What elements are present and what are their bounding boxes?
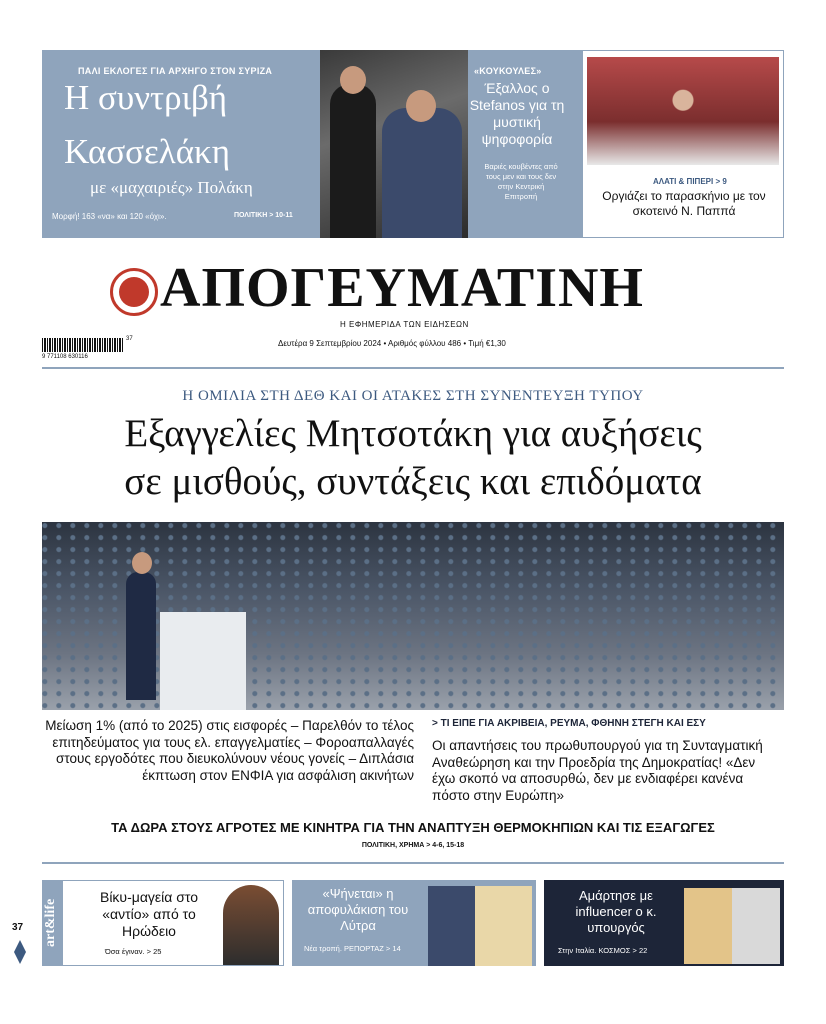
divider-2 — [42, 862, 784, 864]
side-text: Βαριές κουβέντες από τους μεν και τους δεν στην Κεντρική Επιτροπή — [484, 162, 558, 201]
side-headline: Έξαλλος ο Stefanos για τη μυστική ψηφοφορία — [469, 80, 565, 147]
lead-bottom-ref: ΠΟΛΙΤΙΚΗ, ΧΡΗΜΑ > 4-6, 15-18 — [361, 842, 465, 849]
banner-footnote: Μορφή! 163 «να» και 120 «όχι». — [52, 212, 167, 221]
side-kicker: «ΚΟΥΚΟΥΛΕΣ» — [474, 66, 542, 76]
banner-headline-2: Κασσελάκη — [64, 132, 230, 171]
box3-ref: Στην Ιταλία. ΚΟΣΜΟΣ > 22 — [558, 946, 648, 955]
banner-photo — [320, 50, 468, 238]
banner-subhead: με «μαχαιριές» Πολάκη — [90, 178, 253, 197]
top-right-kicker: ΑΛΑΤΙ & ΠΙΠΕΡΙ > 9 — [653, 177, 727, 186]
footer-box-1 — [42, 880, 284, 966]
masthead-dateline: Δευτέρα 9 Σεπτεμβρίου 2024 • Αριθμός φύλλου 486 • Τιμή €1,30 — [278, 339, 506, 348]
lead-photo — [42, 522, 784, 710]
barcode-number: 9 771108 630116 — [42, 354, 88, 360]
barcode — [42, 338, 138, 352]
masthead-tagline: Η ΕΦΗΜΕΡΙΔΑ ΤΩΝ ΕΙΔΗΣΕΩΝ — [340, 320, 469, 329]
diamond-icon — [14, 940, 26, 964]
top-banner — [42, 50, 582, 238]
box1-text: Βίκυ-μαγεία στο «αντίο» από το Ηρώδειο — [99, 889, 199, 939]
art-label: art&life — [43, 881, 63, 965]
masthead-logo — [110, 268, 158, 316]
box2-photo — [428, 886, 532, 966]
banner-kicker: ΠΑΛΙ ΕΚΛΟΓΕΣ ΓΙΑ ΑΡΧΗΓΟ ΣΤΟΝ ΣΥΡΙΖΑ — [78, 66, 273, 76]
box1-ref: Όσα έγιναν. > 25 — [105, 947, 162, 956]
masthead-title: ΑΠΟΓΕΥΜΑΤΙΝΗ — [160, 257, 644, 319]
box2-text: «Ψήνεται» η αποφυλάκιση του Λύτρα — [307, 886, 409, 933]
lead-kicker: Η ΟΜΙΛΙΑ ΣΤΗ ΔΕΘ ΚΑΙ ΟΙ ΑΤΑΚΕΣ ΣΤΗ ΣΥΝΕΝΤΕΥΞΗ ΤΥΠΟΥ — [182, 388, 644, 404]
lead-left-text: Μείωση 1% (από το 2025) στις εισφορές – Παρελθόν το τέλος επιτηδεύματος για τους ελ. επαγγελματίες – Φοροαπαλλαγές στους εργοδότες που διευκολύνουν νέους γονείς – Διπλάσια έκπτωση στον ΕΝΦΙΑ για ασφάλιση ακινήτων — [45, 718, 414, 783]
box1-photo — [223, 885, 279, 965]
lead-headline-1: Εξαγγελίες Μητσοτάκη για αυξήσεις — [124, 412, 702, 455]
lead-right-kicker: > ΤΙ ΕΙΠΕ ΓΙΑ ΑΚΡΙΒΕΙΑ, ΡΕΥΜΑ, ΦΘΗΝΗ ΣΤΕΓΗ ΚΑΙ ΕΣΥ — [432, 718, 706, 729]
lead-right-text: Οι απαντήσεις του πρωθυπουργού για τη Συνταγματική Αναθεώρηση και την Προεδρία της Δημοκρατίας! «Δεν έχω σκοπό να αποσυρθώ, δεν με ενδιαφέρει κανένα πόστο στην Ευρώπη» — [432, 738, 763, 803]
divider — [42, 367, 784, 369]
top-right-photo — [587, 57, 779, 165]
lead-headline-2: σε μισθούς, συντάξεις και επιδόματα — [124, 460, 702, 503]
barcode-issue: 37 — [126, 336, 133, 342]
box3-photo — [684, 888, 780, 964]
banner-section-ref: ΠΟΛΙΤΙΚΗ > 10-11 — [234, 212, 293, 219]
top-right-text: Οργιάζει το παρασκήνιο με τον σκοτεινό Ν. Παππά — [602, 189, 766, 218]
box2-ref: Νέα τροπή. ΡΕΠΟΡΤΑΖ > 14 — [304, 944, 401, 953]
top-right-box — [582, 50, 784, 238]
page-number: 37 — [12, 922, 24, 933]
lead-bottom-headline: ΤΑ ΔΩΡΑ ΣΤΟΥΣ ΑΓΡΟΤΕΣ ΜΕ ΚΙΝΗΤΡΑ ΓΙΑ ΤΗΝ ΑΝΑΠΤΥΞΗ ΘΕΡΜΟΚΗΠΙΩΝ ΚΑΙ ΤΙΣ ΕΞΑΓΩΓΕΣ — [111, 820, 715, 835]
box3-text: Αμάρτησε με influencer ο κ. υπουργός — [575, 888, 657, 935]
footer-box-3 — [544, 880, 784, 966]
footer-box-2 — [292, 880, 536, 966]
banner-headline-1: Η συντριβή — [64, 78, 228, 117]
